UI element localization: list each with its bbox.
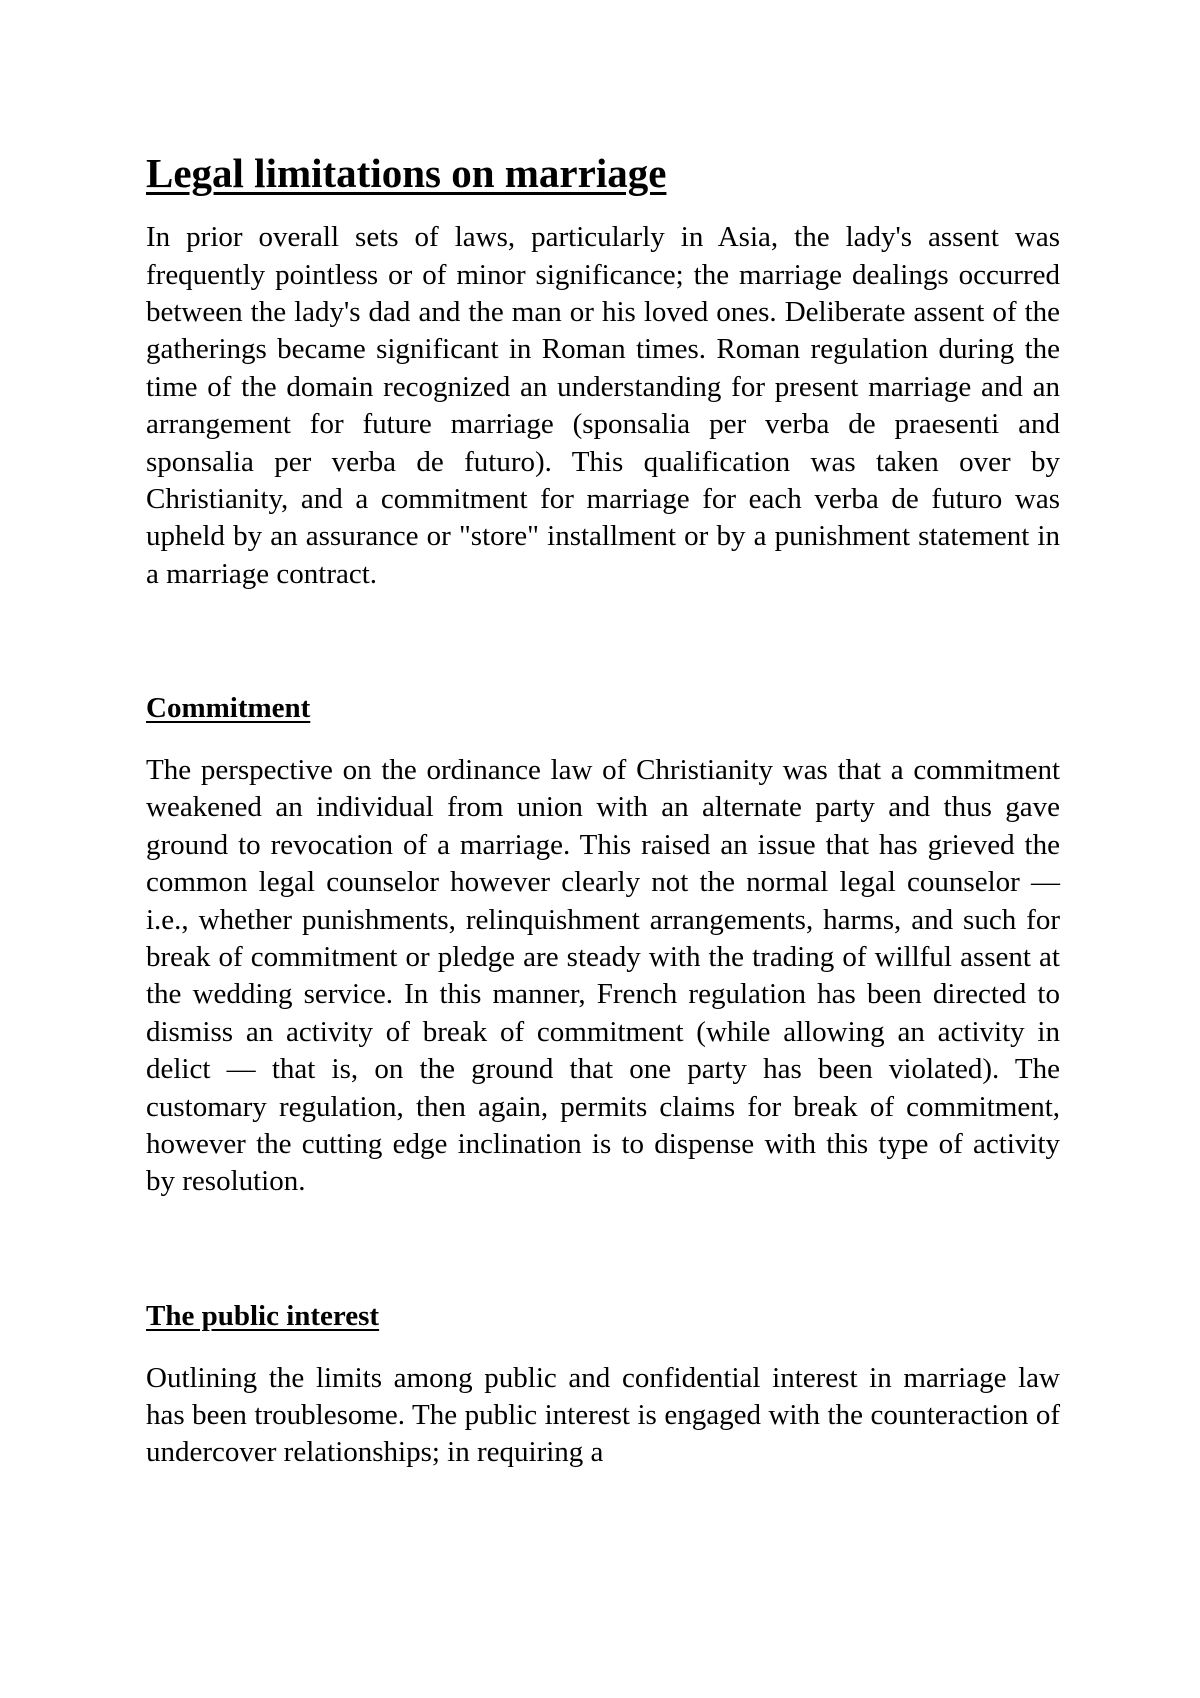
section-spacer: [146, 593, 1060, 691]
section-spacer: [146, 1201, 1060, 1299]
public-interest-paragraph: Outlining the limits among public and confidential interest in marriage law has been troublesome. The public interest is engaged with the counteraction of undercover relationships; in requiring a: [146, 1361, 1060, 1469]
section-heading-public-interest: The public interest: [146, 1299, 380, 1332]
document-title: Legal limitations on marriage: [146, 150, 667, 196]
commitment-paragraph: The perspective on the ordinance law of Christianity was that a commitment weakened an individual from union with an alternate party and thus gave ground to revocation of a marriage. This raised an issue that has grieved the common legal counselor however clearly not the normal legal counselor — i.e., whether punishments, relinquishment arrangements, harms, and such for break of commitment or pledge are steady with the trading of willful assent at the wedding service. In this manner, French regulation has been directed to dismiss an activity of break of commitment (while allowing an activity in delict — that is, on the ground that one party has been violated). The customary regulation, then again, permits claims for break of commitment, however the cutting edge inclination is to dispense with this type of activity by resolution.: [146, 754, 1060, 1198]
intro-paragraph: In prior overall sets of laws, particularly in Asia, the lady's assent was frequently pointless or of minor significance; the marriage dealings occurred between the lady's dad and the man or his loved ones. Deliberate assent of the gatherings became significant in Roman times. Roman regulation during the time of the domain recognized an understanding for present marriage and an arrangement for future marriage (sponsalia per verba de praesenti and sponsalia per verba de futuro). This qualification was taken over by Christianity, and a commitment for marriage for each verba de futuro was upheld by an assurance or "store" installment or by a punishment statement in a marriage contract.: [146, 221, 1060, 590]
document-page: [146, 150, 1060, 1472]
section-heading-commitment: Commitment: [146, 692, 311, 725]
